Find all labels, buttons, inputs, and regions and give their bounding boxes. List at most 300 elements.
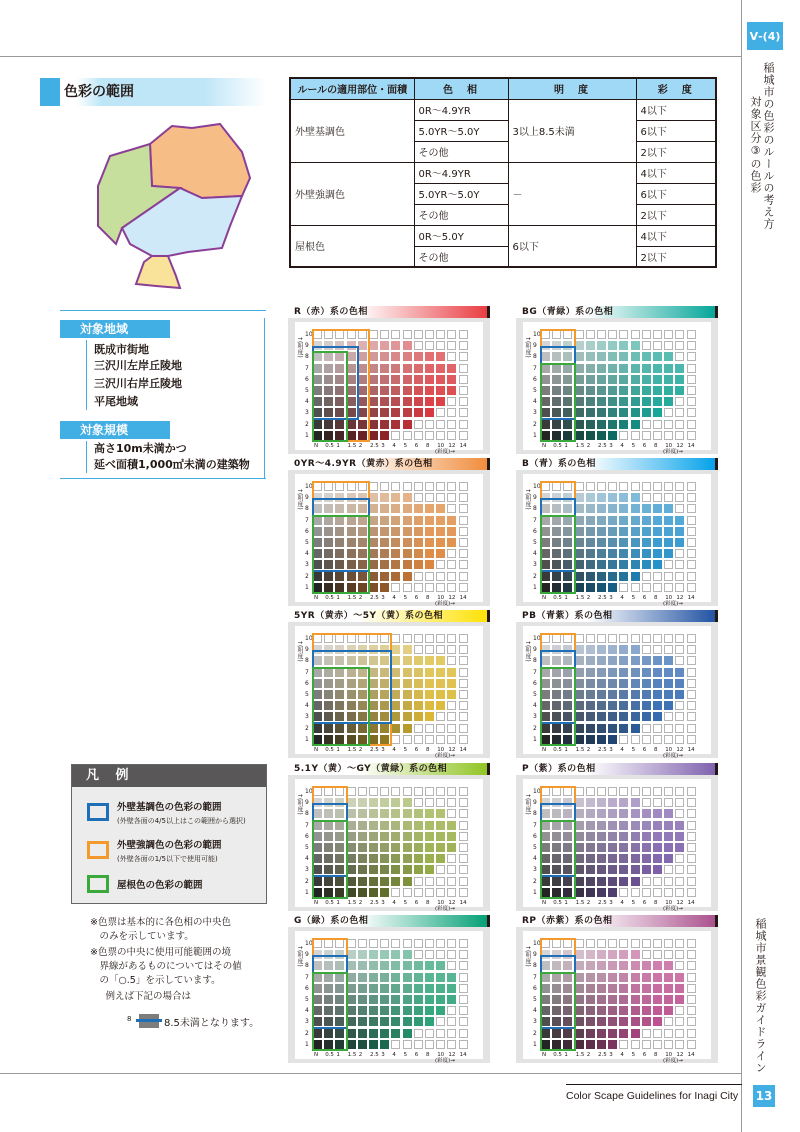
y-axis-title: ↑(明度) <box>524 793 531 815</box>
color-swatch <box>391 527 400 536</box>
color-swatch <box>586 809 595 818</box>
color-swatch <box>586 712 595 721</box>
empty-cell <box>642 645 651 654</box>
color-swatch <box>414 668 423 677</box>
y-tick-label: 4 <box>533 550 537 558</box>
color-swatch <box>586 504 595 513</box>
empty-cell <box>664 712 673 721</box>
x-tick-label: 5 <box>403 443 408 449</box>
color-swatch <box>642 560 651 569</box>
empty-cell <box>675 1040 684 1049</box>
value-cell: 3以上8.5未満 <box>508 99 636 162</box>
x-axis-title: (彩度)→ <box>663 601 683 607</box>
empty-cell <box>414 1029 423 1038</box>
x-tick-label: N <box>542 1052 547 1058</box>
hue-chart-panel <box>516 458 718 606</box>
x-tick-label: 12 <box>448 900 456 906</box>
color-swatch <box>403 854 412 863</box>
color-swatch <box>403 364 412 373</box>
color-swatch <box>575 973 584 982</box>
color-swatch <box>619 973 628 982</box>
empty-cell <box>459 527 468 536</box>
color-swatch <box>586 420 595 429</box>
color-swatch <box>380 504 389 513</box>
x-tick-label: 1 <box>336 1052 340 1058</box>
color-swatch <box>425 679 434 688</box>
empty-cell <box>447 854 456 863</box>
empty-cell <box>642 493 651 502</box>
color-swatch <box>664 854 673 863</box>
color-swatch <box>586 679 595 688</box>
empty-cell <box>414 634 423 643</box>
empty-cell <box>664 634 673 643</box>
empty-cell <box>687 984 696 993</box>
color-swatch <box>575 701 584 710</box>
color-swatch <box>369 493 378 502</box>
color-swatch <box>642 352 651 361</box>
color-swatch <box>631 352 640 361</box>
color-swatch <box>380 973 389 982</box>
color-swatch <box>403 877 412 886</box>
color-swatch <box>403 832 412 841</box>
legend-item <box>117 839 222 866</box>
y-tick-label: 1 <box>305 431 309 439</box>
x-tick-label: 10 <box>437 747 445 753</box>
empty-cell <box>664 341 673 350</box>
note-line: のみを示しています。 <box>90 931 194 942</box>
x-tick-label: N <box>314 747 319 753</box>
color-swatch <box>425 984 434 993</box>
empty-cell <box>687 538 696 547</box>
hue-chart-panel <box>516 915 718 1063</box>
empty-cell <box>675 865 684 874</box>
x-tick-label: 4 <box>392 747 396 753</box>
empty-cell <box>619 634 628 643</box>
empty-cell <box>369 330 378 339</box>
color-swatch <box>642 516 651 525</box>
color-swatch <box>608 1040 617 1049</box>
y-tick-label: 1 <box>305 888 309 896</box>
color-swatch <box>414 386 423 395</box>
y-tick-label: 10 <box>533 940 541 947</box>
header-hue: 色 相 <box>414 78 508 99</box>
color-swatch <box>575 821 584 830</box>
color-swatch <box>391 352 400 361</box>
x-tick-label: 8 <box>654 1052 658 1058</box>
x-tick-label: 1.5 <box>575 1052 585 1058</box>
empty-cell <box>619 583 628 592</box>
color-swatch <box>653 668 662 677</box>
empty-cell <box>619 939 628 948</box>
color-swatch <box>403 984 412 993</box>
color-swatch <box>586 961 595 970</box>
x-tick-label: N <box>314 1052 319 1058</box>
x-tick-label: 0.5 <box>325 747 334 753</box>
hue-chart-panel <box>516 610 718 758</box>
color-swatch <box>403 645 412 654</box>
empty-cell <box>687 809 696 818</box>
y-tick-label: 10 <box>533 635 541 642</box>
y-axis-title: ↑(明度) <box>296 336 303 358</box>
color-swatch <box>414 995 423 1004</box>
color-swatch <box>347 973 356 982</box>
color-swatch <box>642 397 651 406</box>
hue-chart-plot <box>523 779 711 912</box>
color-swatch <box>575 712 584 721</box>
x-tick-label: 14 <box>687 747 695 753</box>
color-swatch <box>586 724 595 733</box>
empty-cell <box>414 939 423 948</box>
color-swatch <box>414 549 423 558</box>
empty-cell <box>664 888 673 897</box>
color-swatch <box>425 386 434 395</box>
color-swatch <box>631 950 640 959</box>
legend-swatch-blue <box>87 803 109 821</box>
empty-cell <box>447 420 456 429</box>
color-swatch <box>369 549 378 558</box>
empty-cell <box>653 950 662 959</box>
example-line <box>136 1019 162 1022</box>
color-swatch <box>347 1029 356 1038</box>
color-swatch <box>358 865 367 874</box>
empty-cell <box>664 583 673 592</box>
color-swatch <box>586 549 595 558</box>
x-tick-label: 8 <box>654 747 658 753</box>
color-swatch <box>380 572 389 581</box>
hue-chart-title: P（紫）系の色相 <box>516 763 718 775</box>
color-swatch <box>575 735 584 744</box>
empty-cell <box>436 583 445 592</box>
x-tick-label: 6 <box>414 900 419 906</box>
x-tick-label: 8 <box>426 1052 430 1058</box>
empty-cell <box>687 516 696 525</box>
color-swatch <box>436 527 445 536</box>
empty-cell <box>425 787 434 796</box>
empty-cell <box>675 572 684 581</box>
color-swatch <box>608 504 617 513</box>
color-swatch <box>642 809 651 818</box>
color-swatch <box>597 877 606 886</box>
color-swatch <box>358 854 367 863</box>
color-swatch <box>653 386 662 395</box>
y-axis-title: ↑(明度) <box>524 336 531 358</box>
color-swatch <box>369 973 378 982</box>
empty-cell <box>675 352 684 361</box>
color-swatch <box>619 821 628 830</box>
x-tick-label: 3 <box>381 443 385 449</box>
color-swatch <box>425 527 434 536</box>
color-swatch <box>586 690 595 699</box>
color-swatch <box>586 656 595 665</box>
color-swatch <box>380 397 389 406</box>
chroma-cell: 2以下 <box>636 141 716 162</box>
color-swatch <box>575 504 584 513</box>
color-swatch <box>631 798 640 807</box>
empty-cell <box>664 645 673 654</box>
color-swatch <box>597 375 606 384</box>
color-swatch <box>608 690 617 699</box>
empty-cell <box>687 843 696 852</box>
color-swatch <box>575 431 584 440</box>
empty-cell <box>436 634 445 643</box>
color-swatch <box>380 832 389 841</box>
color-swatch <box>436 375 445 384</box>
color-swatch <box>619 690 628 699</box>
color-swatch <box>653 821 662 830</box>
x-tick-label: N <box>542 443 547 449</box>
color-swatch <box>380 375 389 384</box>
empty-cell <box>436 877 445 886</box>
empty-cell <box>586 939 595 948</box>
color-swatch <box>369 1017 378 1026</box>
y-tick-label: 10 <box>305 940 313 947</box>
value-cell: 6以下 <box>508 225 636 267</box>
empty-cell <box>687 995 696 1004</box>
empty-cell <box>687 973 696 982</box>
empty-cell <box>642 735 651 744</box>
y-tick-label: 3 <box>305 1018 309 1026</box>
color-swatch <box>391 516 400 525</box>
x-tick-label: 14 <box>687 595 695 601</box>
empty-cell <box>675 493 684 502</box>
x-tick-label: 5 <box>403 595 408 601</box>
legend-swatch-orange <box>87 841 109 859</box>
x-tick-label: 4 <box>392 1052 396 1058</box>
y-tick-label: 2 <box>533 572 537 580</box>
x-tick-label: 5 <box>631 900 636 906</box>
empty-cell <box>425 645 434 654</box>
empty-cell <box>380 939 389 948</box>
empty-cell <box>347 787 356 796</box>
x-tick-label: 8 <box>654 443 658 449</box>
color-swatch <box>369 809 378 818</box>
color-swatch <box>391 995 400 1004</box>
color-swatch <box>642 712 651 721</box>
color-swatch <box>391 645 400 654</box>
empty-cell <box>425 572 434 581</box>
empty-cell <box>436 408 445 417</box>
color-swatch <box>358 1029 367 1038</box>
empty-cell <box>414 583 423 592</box>
color-swatch <box>653 832 662 841</box>
y-axis-title: ↑(明度) <box>524 640 531 662</box>
color-swatch <box>369 984 378 993</box>
color-swatch <box>391 1017 400 1026</box>
color-swatch <box>403 375 412 384</box>
empty-cell <box>675 645 684 654</box>
x-tick-label: 12 <box>676 900 684 906</box>
hue-chart-plot <box>295 779 483 912</box>
empty-cell <box>391 431 400 440</box>
color-swatch <box>631 821 640 830</box>
empty-cell <box>447 735 456 744</box>
color-swatch <box>619 854 628 863</box>
empty-cell <box>459 724 468 733</box>
target-area-item: 三沢川左岸丘陵地 <box>94 359 182 372</box>
target-area-item: 平尾地域 <box>94 395 138 408</box>
y-tick-label: 5 <box>305 691 309 698</box>
color-swatch <box>425 560 434 569</box>
color-swatch <box>631 493 640 502</box>
empty-cell <box>586 330 595 339</box>
color-swatch <box>369 408 378 417</box>
x-tick-label: 2 <box>586 1052 591 1058</box>
color-swatch <box>380 984 389 993</box>
target-scale-line: 高さ10m未満かつ <box>94 442 187 455</box>
color-swatch <box>675 832 684 841</box>
y-tick-label: 1 <box>533 583 537 591</box>
color-swatch <box>391 690 400 699</box>
color-swatch <box>608 950 617 959</box>
empty-cell <box>447 1006 456 1015</box>
color-swatch <box>608 364 617 373</box>
color-swatch <box>414 679 423 688</box>
color-swatch <box>597 397 606 406</box>
y-tick-label: 2 <box>305 1029 309 1037</box>
empty-cell <box>459 950 468 959</box>
empty-cell <box>459 375 468 384</box>
color-swatch <box>414 516 423 525</box>
color-swatch <box>380 408 389 417</box>
color-swatch <box>414 656 423 665</box>
x-tick-label: 2 <box>358 1052 363 1058</box>
y-tick-label: 7 <box>533 516 537 524</box>
color-swatch <box>642 843 651 852</box>
empty-cell <box>436 482 445 491</box>
empty-cell <box>447 950 456 959</box>
color-swatch <box>369 877 378 886</box>
color-swatch <box>436 516 445 525</box>
color-swatch <box>380 854 389 863</box>
color-swatch <box>425 668 434 677</box>
empty-cell <box>459 493 468 502</box>
empty-cell <box>436 950 445 959</box>
color-swatch <box>642 504 651 513</box>
empty-cell <box>687 341 696 350</box>
y-axis-title: ↑(明度) <box>296 793 303 815</box>
color-swatch <box>347 995 356 1004</box>
x-tick-label: 1 <box>336 900 340 906</box>
color-swatch <box>608 735 617 744</box>
x-tick-label: 10 <box>437 1052 445 1058</box>
color-swatch <box>675 668 684 677</box>
empty-cell <box>447 504 456 513</box>
color-swatch <box>436 961 445 970</box>
color-swatch <box>653 961 662 970</box>
hue-chart-plot <box>295 322 483 455</box>
color-swatch <box>347 888 356 897</box>
color-swatch <box>447 984 456 993</box>
y-tick-label: 4 <box>533 855 537 863</box>
empty-cell <box>436 865 445 874</box>
empty-cell <box>653 482 662 491</box>
color-swatch <box>358 961 367 970</box>
y-tick-label: 4 <box>305 702 309 710</box>
x-tick-label: 0.5 <box>325 1052 334 1058</box>
empty-cell <box>608 939 617 948</box>
color-swatch <box>597 656 606 665</box>
x-tick-label: 1.5 <box>575 595 585 601</box>
color-swatch <box>358 995 367 1004</box>
y-tick-label: 7 <box>305 973 309 981</box>
empty-cell <box>436 420 445 429</box>
color-swatch <box>380 798 389 807</box>
hue-cell: その他 <box>414 141 508 162</box>
color-swatch <box>575 386 584 395</box>
color-swatch <box>631 995 640 1004</box>
empty-cell <box>436 493 445 502</box>
empty-cell <box>414 888 423 897</box>
color-swatch <box>414 364 423 373</box>
color-swatch <box>642 1017 651 1026</box>
empty-cell <box>687 1006 696 1015</box>
empty-cell <box>459 668 468 677</box>
empty-cell <box>687 798 696 807</box>
color-swatch <box>380 1029 389 1038</box>
color-swatch <box>619 1017 628 1026</box>
color-swatch <box>619 341 628 350</box>
color-swatch <box>391 973 400 982</box>
color-swatch <box>631 809 640 818</box>
empty-cell <box>687 888 696 897</box>
empty-cell <box>597 634 606 643</box>
color-swatch <box>664 679 673 688</box>
color-swatch <box>380 1040 389 1049</box>
y-tick-label: 9 <box>305 494 309 502</box>
empty-cell <box>575 482 584 491</box>
color-swatch <box>425 364 434 373</box>
x-axis-title: (彩度)→ <box>435 601 455 607</box>
empty-cell <box>675 724 684 733</box>
empty-cell <box>687 950 696 959</box>
x-tick-label: 14 <box>459 900 467 906</box>
hue-chart-panel <box>516 763 718 911</box>
y-tick-label: 9 <box>533 646 537 654</box>
color-swatch <box>664 527 673 536</box>
empty-cell <box>653 939 662 948</box>
color-swatch <box>575 538 584 547</box>
x-tick-label: 0.5 <box>553 1052 562 1058</box>
empty-cell <box>664 572 673 581</box>
chroma-cell: 2以下 <box>636 246 716 267</box>
y-tick-label: 6 <box>533 984 537 992</box>
color-swatch <box>653 690 662 699</box>
x-axis-title: (彩度)→ <box>663 753 683 759</box>
empty-cell <box>687 482 696 491</box>
empty-cell <box>687 645 696 654</box>
y-tick-label: 4 <box>305 855 309 863</box>
color-swatch <box>664 821 673 830</box>
color-swatch <box>575 527 584 536</box>
color-swatch <box>608 995 617 1004</box>
empty-cell <box>459 330 468 339</box>
color-swatch <box>608 701 617 710</box>
color-swatch <box>391 712 400 721</box>
empty-cell <box>687 656 696 665</box>
color-swatch <box>575 549 584 558</box>
empty-cell <box>425 330 434 339</box>
color-swatch <box>369 560 378 569</box>
x-tick-label: N <box>542 900 547 906</box>
color-swatch <box>586 843 595 852</box>
x-tick-label: 6 <box>414 747 419 753</box>
color-swatch <box>608 821 617 830</box>
empty-cell <box>459 549 468 558</box>
x-tick-label: 3 <box>381 747 385 753</box>
hue-chart-title: 0YR～4.9YR（黄赤）系の色相 <box>288 458 490 470</box>
legend-item <box>117 801 246 828</box>
color-swatch <box>436 549 445 558</box>
